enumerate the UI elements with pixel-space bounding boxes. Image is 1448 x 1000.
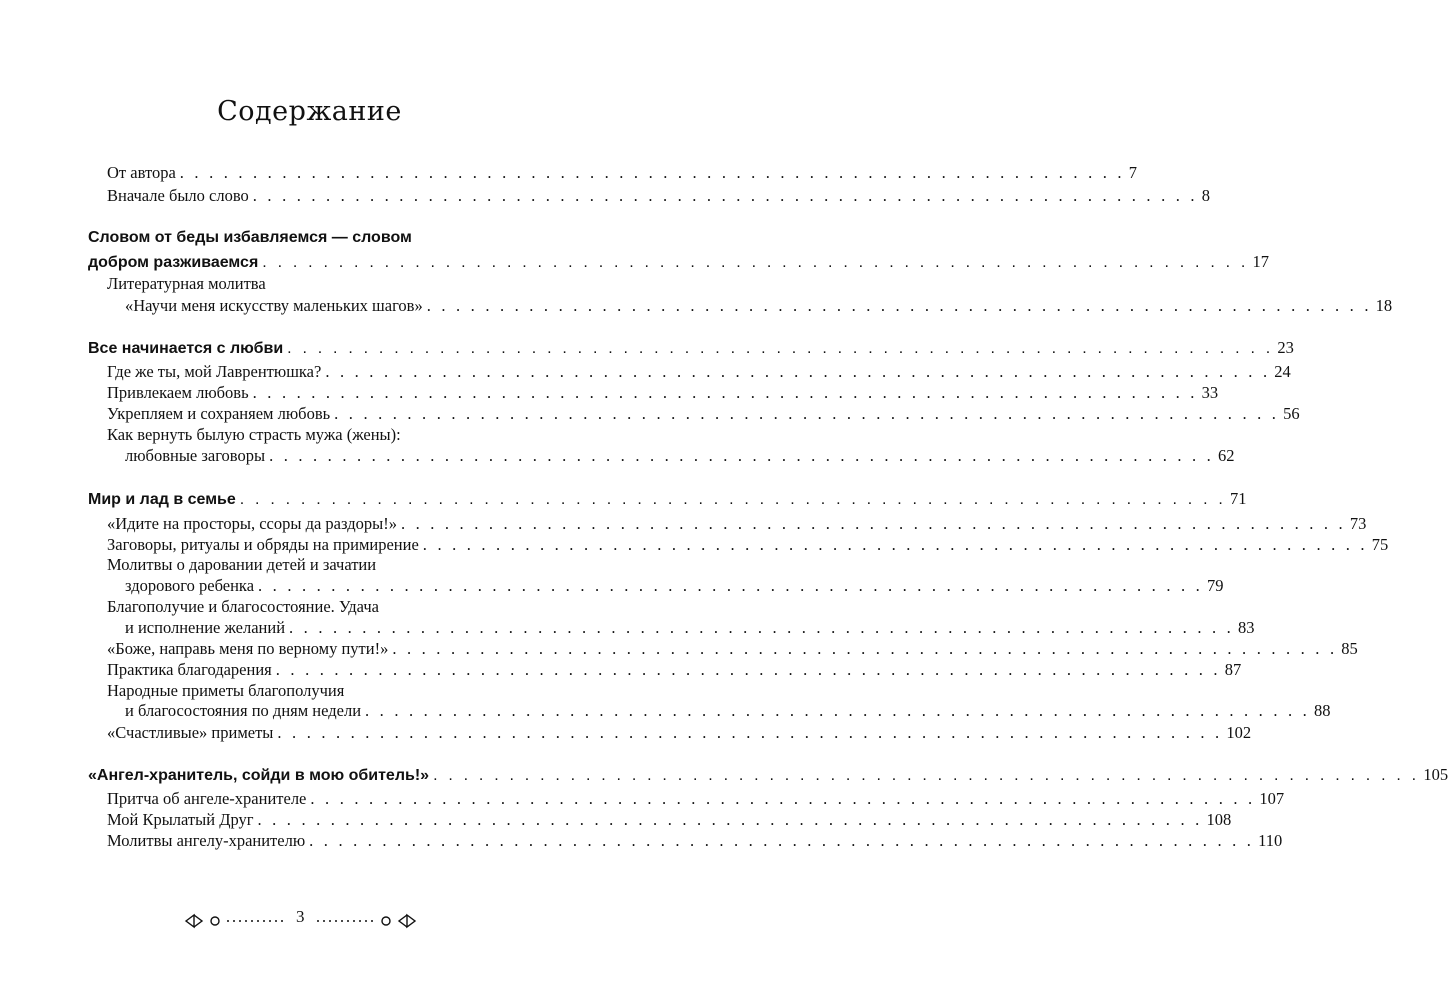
toc-entry	[125, 701, 1331, 721]
toc-entry-page: 8	[1201, 186, 1210, 205]
toc-entry-title: «Идите на просторы, ссоры да раздоры!»	[107, 514, 397, 533]
leader-dots: . . . . . . . . . . . . . . . . . . . . . . . . . . . . . . . . . . . . . . . . . . . . . . . . . . . . . . . . . . . . . . . . .	[252, 383, 1198, 402]
toc-entry-title: «Научи меня искусству маленьких шагов»	[125, 296, 423, 315]
left-ornament-icon	[186, 915, 219, 927]
toc-section-title: Все начинается с любви	[88, 340, 284, 357]
right-ornament-icon	[382, 915, 415, 927]
toc-entry-title: «Боже, направь меня по верному пути!»	[107, 639, 389, 658]
toc-entry-title-line: Благополучие и благосостояние. Удача	[107, 597, 379, 616]
toc-entry-title-line: Литературная молитва	[107, 274, 266, 293]
toc-entry-title: Молитвы ангелу-хранителю	[107, 831, 306, 850]
toc-entry-page: 108	[1206, 810, 1232, 829]
toc-section-page: 23	[1277, 338, 1294, 357]
toc-section-title: «Ангел-хранитель, сойди в мою обитель!»	[88, 767, 430, 784]
leader-dots: . . . . . . . . . . . . . . . . . . . . . . . . . . . . . . . . . . . . . . . . . . . . . . . . . . . . . . . . . . . . . . . . .	[287, 340, 1274, 357]
toc-entry-title: Вначале было слово	[107, 186, 249, 205]
footer-ornament	[0, 905, 619, 935]
leader-dots: . . . . . . . . . . . . . . . . . . . . . . . . . . . . . . . . . . . . . . . . . . . . . . . . . . . . . . . . . . . . . . . . .	[433, 767, 1420, 784]
toc-entry-title: и благосостояния по дням недели	[125, 701, 362, 720]
toc-section	[88, 252, 1270, 272]
toc-entry-page: 83	[1237, 618, 1255, 637]
toc-entry-page: 33	[1201, 383, 1219, 402]
left-dotted-rule	[227, 920, 283, 922]
leader-dots: . . . . . . . . . . . . . . . . . . . . . . . . . . . . . . . . . . . . . . . . . . . . . . . . . . . . . . . . . . . . . . . . .	[310, 789, 1256, 808]
toc-entry-page: 110	[1258, 831, 1283, 850]
page-footer	[0, 905, 619, 935]
toc-entry	[125, 618, 1255, 638]
toc-section-title: добром разживаемся	[88, 254, 259, 271]
toc-section-page: 71	[1230, 489, 1247, 508]
toc-entry	[107, 163, 1137, 183]
toc-entry	[107, 362, 1291, 382]
toc-entry-title: Укрепляем и сохраняем любовь	[107, 404, 331, 423]
leader-dots: . . . . . . . . . . . . . . . . . . . . . . . . . . . . . . . . . . . . . . . . . . . . . . . . . . . . . . . . . . . . . . . . .	[289, 618, 1234, 637]
toc-entry-title: здорового ребенка	[125, 576, 255, 595]
toc-entry	[125, 576, 1224, 596]
toc-entry	[107, 723, 1252, 743]
toc-entry	[107, 186, 1210, 206]
leader-dots: . . . . . . . . . . . . . . . . . . . . . . . . . . . . . . . . . . . . . . . . . . . . . . . . . . . . . . . . . . . . . . . . .	[258, 576, 1203, 595]
toc-entry-page: 88	[1313, 701, 1331, 720]
leader-dots: . . . . . . . . . . . . . . . . . . . . . . . . . . . . . . . . . . . . . . . . . . . . . . . . . . . . . . . . . . . . . . . . .	[365, 701, 1310, 720]
toc-entry	[107, 831, 1283, 851]
page-title: Содержание	[217, 96, 402, 127]
toc-entry	[107, 810, 1232, 830]
right-dotted-rule	[317, 920, 373, 922]
toc-entry-title: Заговоры, ритуалы и обряды на примирение	[107, 535, 419, 554]
toc-entry	[107, 404, 1300, 424]
toc-section	[88, 489, 1247, 509]
toc-entry-page: 102	[1226, 723, 1252, 742]
leader-dots: . . . . . . . . . . . . . . . . . . . . . . . . . . . . . . . . . . . . . . . . . . . . . . . . . . . . . . . . . . . . . . . . .	[392, 639, 1338, 658]
toc-entry-title: Мой Крылатый Друг	[107, 810, 254, 829]
toc-section	[88, 338, 1294, 358]
leader-dots: . . . . . . . . . . . . . . . . . . . . . . . . . . . . . . . . . . . . . . . . . . . . . . . . . . . . . . . . . . . . . . . . .	[277, 723, 1223, 742]
toc-section	[88, 765, 1448, 785]
toc-entry	[107, 639, 1358, 659]
toc-entry-page: 85	[1341, 639, 1358, 658]
toc-entry-page: 24	[1274, 362, 1291, 381]
leader-dots: . . . . . . . . . . . . . . . . . . . . . . . . . . . . . . . . . . . . . . . . . . . . . . . . . . . . . . . . . . . . . . . . .	[179, 163, 1125, 182]
toc-entry	[107, 383, 1219, 403]
toc-entry-title: любовные заговоры	[125, 446, 266, 465]
leader-dots: . . . . . . . . . . . . . . . . . . . . . . . . . . . . . . . . . . . . . . . . . . . . . . . . . . . . . . . . . . . . . . . . .	[269, 446, 1215, 465]
toc-entry-page: 56	[1283, 404, 1300, 423]
leader-dots: . . . . . . . . . . . . . . . . . . . . . . . . . . . . . . . . . . . . . . . . . . . . . . . . . . . . . . . . . . . . . . . . .	[325, 362, 1271, 381]
toc-entry	[125, 296, 1393, 316]
leader-dots: . . . . . . . . . . . . . . . . . . . . . . . . . . . . . . . . . . . . . . . . . . . . . . . . . . . . . . . . . . . . . . . . .	[309, 831, 1255, 850]
toc-entry-page: 62	[1218, 446, 1235, 465]
toc-entry-title: От автора	[107, 163, 176, 182]
toc-entry-title: Притча об ангеле-хранителе	[107, 789, 307, 808]
toc-entry-page: 18	[1375, 296, 1393, 315]
leader-dots: . . . . . . . . . . . . . . . . . . . . . . . . . . . . . . . . . . . . . . . . . . . . . . . . . . . . . . . . . . . . . . . . .	[262, 254, 1249, 271]
leader-dots: . . . . . . . . . . . . . . . . . . . . . . . . . . . . . . . . . . . . . . . . . . . . . . . . . . . . . . . . . . . . . . . . .	[239, 491, 1227, 508]
toc-entry-title-line: Народные приметы благополучия	[107, 681, 345, 700]
toc-entry-title: Привлекаем любовь	[107, 383, 249, 402]
toc-entry-page: 7	[1128, 163, 1137, 182]
toc-entry-page: 79	[1206, 576, 1224, 595]
toc-entry	[107, 514, 1367, 534]
toc-entry	[107, 660, 1242, 680]
leader-dots: . . . . . . . . . . . . . . . . . . . . . . . . . . . . . . . . . . . . . . . . . . . . . . . . . . . . . . . . . . . . . . . . .	[257, 810, 1203, 829]
toc-section-page: 17	[1252, 252, 1270, 271]
toc-entry-title: Где же ты, мой Лаврентюшка?	[107, 362, 322, 381]
toc-section-page: 105	[1423, 765, 1448, 784]
toc-entry	[107, 789, 1285, 809]
toc-entry-title: Практика благодарения	[107, 660, 272, 679]
toc-entry-title: «Счастливые» приметы	[107, 723, 274, 742]
leader-dots: . . . . . . . . . . . . . . . . . . . . . . . . . . . . . . . . . . . . . . . . . . . . . . . . . . . . . . . . . . . . . . . . .	[400, 514, 1346, 533]
toc-entry-title: и исполнение желаний	[125, 618, 286, 637]
leader-dots: . . . . . . . . . . . . . . . . . . . . . . . . . . . . . . . . . . . . . . . . . . . . . . . . . . . . . . . . . . . . . . . . .	[252, 186, 1198, 205]
toc-entry	[125, 446, 1235, 466]
toc-entry	[107, 535, 1389, 555]
page-number: 3	[296, 907, 305, 926]
toc-section-title: Мир и лад в семье	[88, 491, 236, 508]
toc-entry-page: 75	[1371, 535, 1389, 554]
leader-dots: . . . . . . . . . . . . . . . . . . . . . . . . . . . . . . . . . . . . . . . . . . . . . . . . . . . . . . . . . . . . . . . . .	[426, 296, 1372, 315]
toc-entry-page: 87	[1224, 660, 1242, 679]
toc-entry-page: 107	[1259, 789, 1285, 808]
toc-entry-title-line: Как вернуть былую страсть мужа (жены):	[107, 425, 401, 444]
toc-entry-page: 73	[1349, 514, 1367, 533]
leader-dots: . . . . . . . . . . . . . . . . . . . . . . . . . . . . . . . . . . . . . . . . . . . . . . . . . . . . . . . . . . . . . . . . .	[275, 660, 1221, 679]
toc-entry-title-line: Молитвы о даровании детей и зачатии	[107, 555, 377, 574]
leader-dots: . . . . . . . . . . . . . . . . . . . . . . . . . . . . . . . . . . . . . . . . . . . . . . . . . . . . . . . . . . . . . . . . .	[334, 404, 1280, 423]
leader-dots: . . . . . . . . . . . . . . . . . . . . . . . . . . . . . . . . . . . . . . . . . . . . . . . . . . . . . . . . . . . . . . . . .	[422, 535, 1368, 554]
toc-section-title-line: Словом от беды избавляемся — словом	[88, 229, 412, 246]
